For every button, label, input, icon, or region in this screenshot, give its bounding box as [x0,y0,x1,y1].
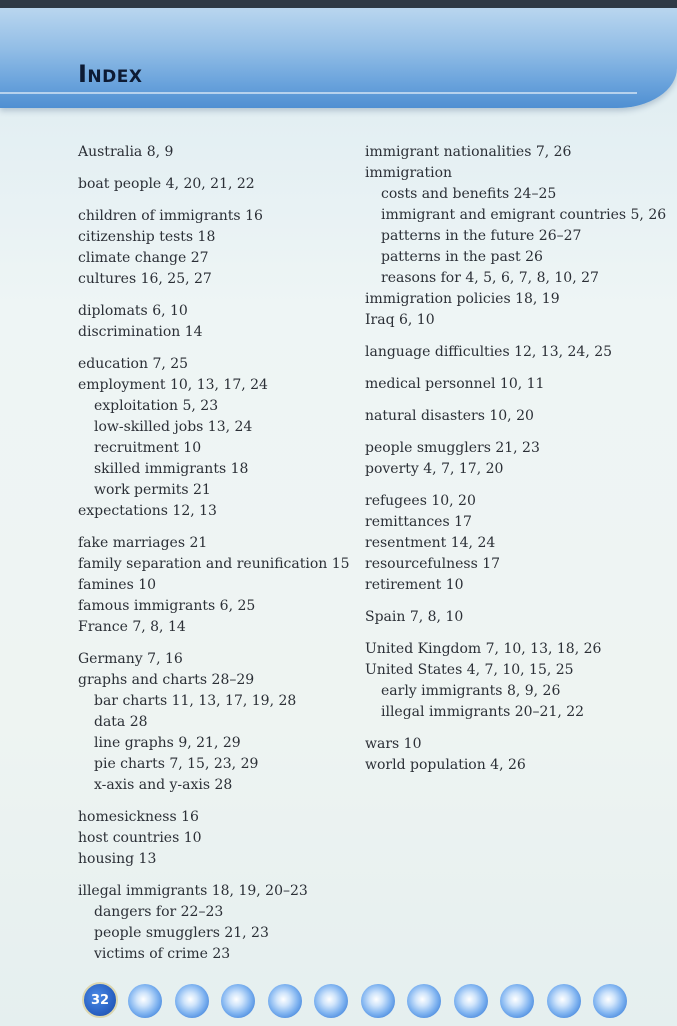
index-subentry: illegal immigrants 20–21, 22 [381,704,585,720]
index-entry: homesickness 16 [78,809,199,825]
index-entry: illegal immigrants 18, 19, 20–23 [78,883,308,899]
page-footer [82,982,677,1022]
index-subentry: reasons for 4, 5, 6, 7, 8, 10, 27 [381,270,599,286]
index-entry: discrimination 14 [78,324,203,340]
index-entry: language difficulties 12, 13, 24, 25 [365,344,613,360]
decorative-dot [547,984,581,1018]
index-entry: wars 10 [365,736,422,752]
index-subentry: pie charts 7, 15, 23, 29 [94,756,259,772]
decorative-dot [361,984,395,1018]
index-entry: expectations 12, 13 [78,503,217,519]
index-entry: immigration [365,165,453,181]
index-subentry: people smugglers 21, 23 [94,925,269,941]
page-title: Index [78,60,143,88]
page-top-edge [0,0,677,8]
index-subentry: dangers for 22–23 [94,904,224,920]
index-entry: United States 4, 7, 10, 15, 25 [365,662,574,678]
index-entry: boat people 4, 20, 21, 22 [78,176,255,192]
decorative-dot [268,984,302,1018]
index-entry: employment 10, 13, 17, 24 [78,377,268,393]
index-entry: host countries 10 [78,830,202,846]
index-entry: Germany 7, 16 [78,651,183,667]
index-entry: housing 13 [78,851,157,867]
index-column-right [365,142,665,776]
decorative-dot [314,984,348,1018]
index-subentry: low-skilled jobs 13, 24 [94,419,253,435]
index-entry: education 7, 25 [78,356,189,372]
index-entry: people smugglers 21, 23 [365,440,540,456]
index-entry: diplomats 6, 10 [78,303,188,319]
index-entry: Spain 7, 8, 10 [365,609,464,625]
index-subentry: data 28 [94,714,148,730]
index-subentry: work permits 21 [94,482,211,498]
index-entry: United Kingdom 7, 10, 13, 18, 26 [365,641,602,657]
index-subentry: early immigrants 8, 9, 26 [381,683,561,699]
decorative-dot [593,984,627,1018]
index-entry: immigration policies 18, 19 [365,291,560,307]
index-entry: citizenship tests 18 [78,229,216,245]
decorative-dot [454,984,488,1018]
index-entry: Iraq 6, 10 [365,312,435,328]
index-entry: natural disasters 10, 20 [365,408,534,424]
index-entry: poverty 4, 7, 17, 20 [365,461,504,477]
decorative-dot [407,984,441,1018]
index-subentry: exploitation 5, 23 [94,398,219,414]
index-entry: France 7, 8, 14 [78,619,186,635]
index-entry: world population 4, 26 [365,757,526,773]
index-entry: remittances 17 [365,514,472,530]
index-entry: famous immigrants 6, 25 [78,598,256,614]
index-entry: climate change 27 [78,250,209,266]
index-entry: Australia 8, 9 [78,144,174,160]
header-band [0,8,677,108]
index-subentry: skilled immigrants 18 [94,461,249,477]
index-subentry: patterns in the future 26–27 [381,228,582,244]
index-entry: resourcefulness 17 [365,556,501,572]
index-subentry: patterns in the past 26 [381,249,543,265]
index-entry: children of immigrants 16 [78,208,263,224]
index-subentry: x-axis and y-axis 28 [94,777,233,793]
index-subentry: immigrant and emigrant countries 5, 26 [381,207,667,223]
decorative-dot [128,984,162,1018]
index-entry: family separation and reunification 15 [78,556,350,572]
index-subentry: victims of crime 23 [94,946,231,962]
decorative-dot [221,984,255,1018]
index-subentry: bar charts 11, 13, 17, 19, 28 [94,693,297,709]
index-entry: famines 10 [78,577,157,593]
index-entry: medical personnel 10, 11 [365,376,545,392]
index-subentry: line graphs 9, 21, 29 [94,735,241,751]
index-entry: refugees 10, 20 [365,493,476,509]
index-column-left [78,142,348,965]
decorative-dot [500,984,534,1018]
index-subentry: costs and benefits 24–25 [381,186,557,202]
index-entry: resentment 14, 24 [365,535,496,551]
index-subentry: recruitment 10 [94,440,202,456]
index-entry: graphs and charts 28–29 [78,672,255,688]
index-entry: fake marriages 21 [78,535,208,551]
index-entry: cultures 16, 25, 27 [78,271,212,287]
page-number-badge: 32 [82,982,118,1018]
index-entry: immigrant nationalities 7, 26 [365,144,572,160]
decorative-dot [175,984,209,1018]
index-entry: retirement 10 [365,577,464,593]
